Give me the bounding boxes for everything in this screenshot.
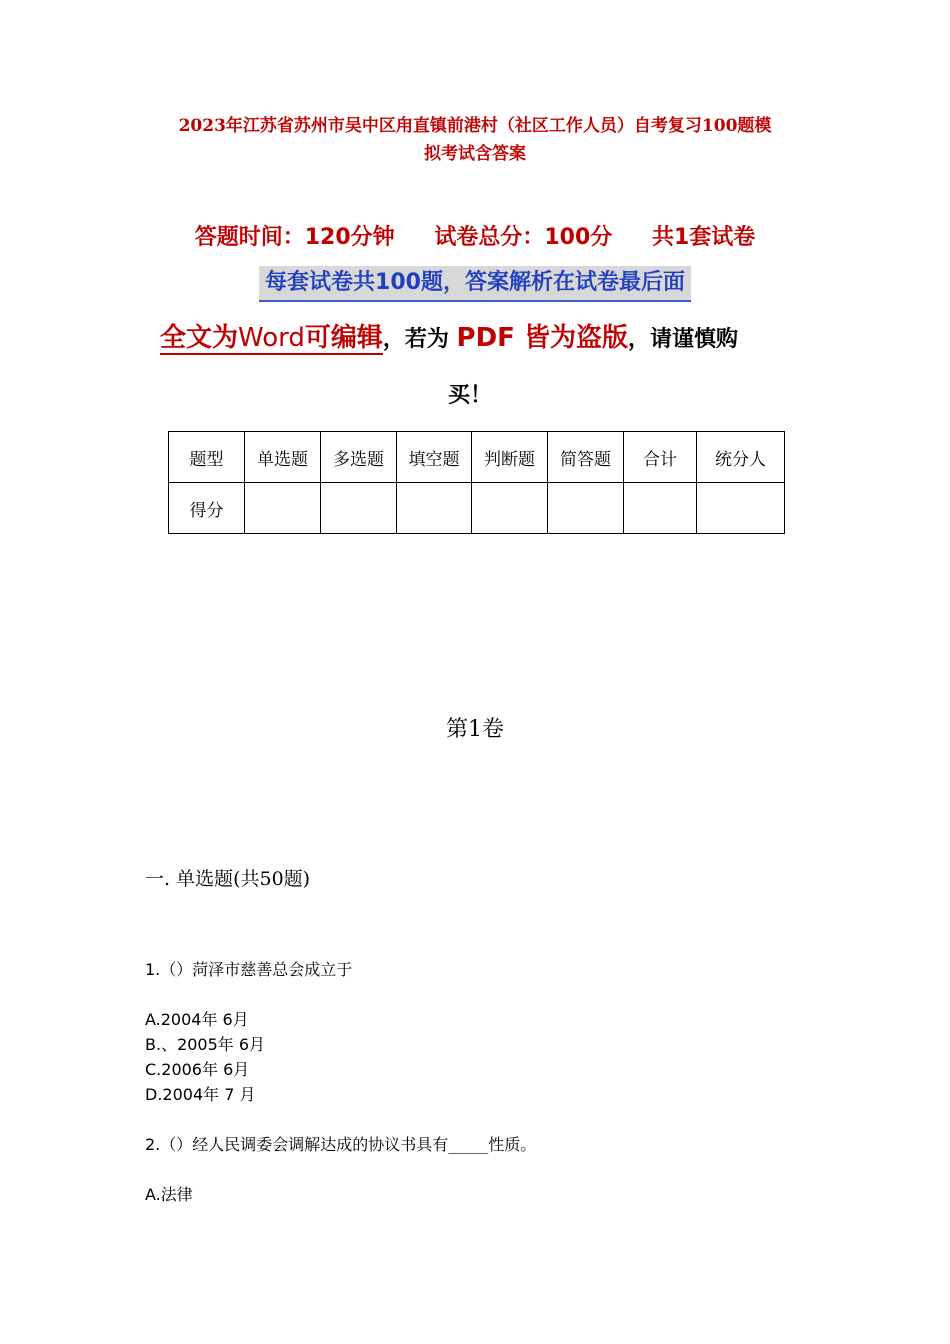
- section-heading: 一. 单选题(共50题): [145, 868, 311, 890]
- score-cell[interactable]: [548, 483, 624, 534]
- warning-pdf-note: PDF 皆为盗版: [456, 323, 628, 353]
- title-line-1: 2023年江苏省苏州市吴中区甪直镇前港村（社区工作人员）自考复习100题模: [178, 116, 772, 136]
- question-number: 2.: [145, 1135, 161, 1154]
- question-text: （）经人民调委会调解达成的协议书具有_____性质。: [160, 1135, 537, 1154]
- volume-heading: 第1卷: [446, 717, 504, 742]
- header-cell: 简答题: [548, 432, 624, 483]
- header-cell: 多选题: [321, 432, 397, 483]
- score-cell[interactable]: [321, 483, 397, 534]
- header-cell: 合计: [624, 432, 697, 483]
- warning-text-1a: 全文为: [160, 323, 239, 353]
- option[interactable]: B.、2005年 6月: [145, 1035, 266, 1054]
- question-2: [145, 1132, 536, 1155]
- exam-time: 答题时间：120分钟: [194, 225, 395, 250]
- warning-text-4: ，请谨慎购: [628, 327, 739, 352]
- score-cell[interactable]: [624, 483, 697, 534]
- score-cell[interactable]: [245, 483, 321, 534]
- score-cell[interactable]: [472, 483, 548, 534]
- warning-text-1b: Word: [238, 323, 305, 353]
- option[interactable]: C.2006年 6月: [145, 1060, 250, 1079]
- header-cell: 填空题: [397, 432, 472, 483]
- header-cell: 统分人: [697, 432, 785, 483]
- question-1: [145, 957, 352, 980]
- score-table-score-row: [169, 483, 785, 534]
- title-line-2: 拟考试含答案: [424, 144, 526, 164]
- answer-notice: [0, 266, 950, 302]
- piracy-warning: [160, 310, 800, 424]
- answer-notice-text: 每套试卷共100题，答案解析在试卷最后面: [259, 266, 691, 302]
- score-table: [168, 431, 785, 534]
- row-label: 得分: [169, 483, 245, 534]
- warning-text-2: ，若为: [382, 327, 449, 352]
- score-table-header-row: [169, 432, 785, 483]
- warning-text-1c: 可编辑: [304, 323, 383, 353]
- warning-text-5: 买！: [447, 383, 492, 408]
- option[interactable]: A.2004年 6月: [145, 1010, 249, 1029]
- exam-info: [0, 220, 950, 251]
- document-title: [140, 112, 810, 168]
- score-cell[interactable]: [697, 483, 785, 534]
- score-cell[interactable]: [397, 483, 472, 534]
- question-text: （）菏泽市慈善总会成立于: [160, 960, 353, 979]
- exam-total-score: 试卷总分：100分: [434, 225, 613, 250]
- option[interactable]: D.2004年 7 月: [145, 1085, 256, 1104]
- header-cell: 单选题: [245, 432, 321, 483]
- word-editable-note: [160, 323, 383, 355]
- question-number: 1.: [145, 960, 161, 979]
- header-cell: 判断题: [472, 432, 548, 483]
- option[interactable]: A.法律: [145, 1185, 193, 1204]
- exam-sets: 共1套试卷: [651, 225, 756, 250]
- header-cell: 题型: [169, 432, 245, 483]
